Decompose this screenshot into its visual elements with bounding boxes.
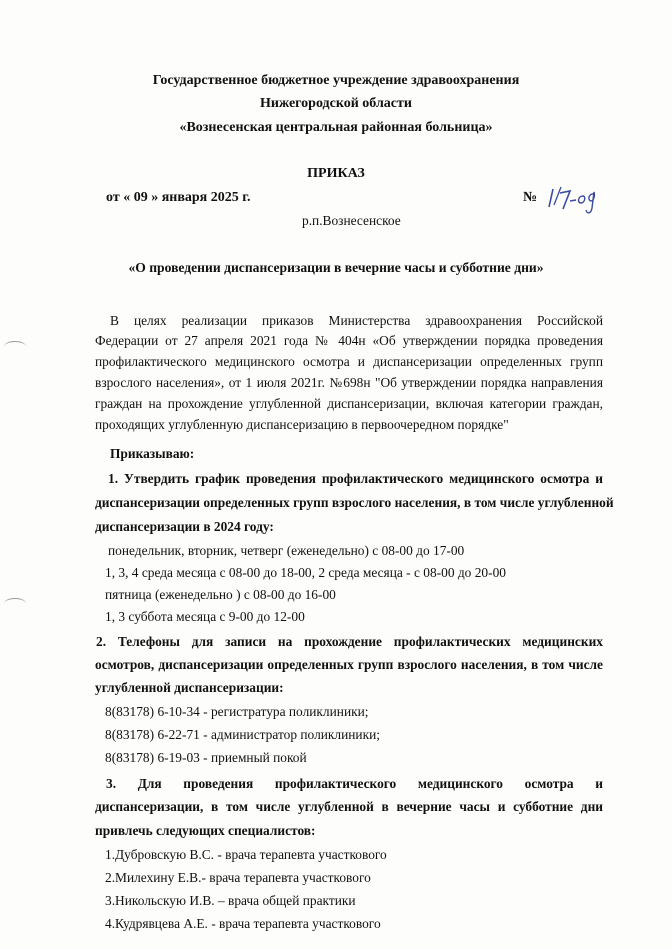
schedule-line: 1, 3 суббота месяца с 9-00 до 12-00 [105,609,305,624]
preamble-line: Федерации от 27 апреля 2021 года № 404н «Об утверждении порядка проведения [95,333,603,348]
item3-line: диспансеризации, в том числе углубленной в вечерние часы и субботние дни [95,799,603,814]
item1-line: диспансеризации определенных групп взрослого населения, в том числе углубленной [95,495,614,510]
handwritten-order-number [543,183,599,217]
order-number-label: № [523,190,538,205]
item2-line: осмотров, диспансеризации определенных групп взрослого населения, в том числе [95,657,603,672]
scan-margin-mark [4,598,26,609]
phone-line: 8(83178) 6-19-03 - приемный покой [105,750,307,765]
order-subject: «О проведении диспансеризации в вечерние часы и субботние дни» [128,260,544,275]
preamble-line: граждан на прохождение углубленной диспансеризации, включая категории граждан, [95,396,603,411]
scan-margin-mark [4,341,26,352]
order-word: Приказываю: [110,446,195,461]
item2-line: 2. Телефоны для записи на прохождение профилактических медицинских [96,634,603,649]
order-title: ПРИКАЗ [307,166,365,181]
preamble-line: проходящих углубленную диспансеризацию в первоочередном порядке" [95,417,509,432]
org-header-line-1: Государственное бюджетное учреждение здравоохранения [152,73,520,88]
specialist-line: 3.Никольскую И.В. – врача общей практики [105,893,356,908]
item3-line: 3. Для проведения профилактического медицинского осмотра и [106,776,603,791]
preamble-line: взрослого населения», от 1 июля 2021г. №698н "Об утверждении порядка направления [95,375,603,390]
specialist-line: 4.Кудрявцева А.Е. - врача терапевта участкового [105,916,381,931]
item1-line: диспансеризации в 2024 году: [95,519,274,534]
schedule-line: пятница (еженедельно ) с 08-00 до 16-00 [105,587,336,602]
specialist-line: 2.Милехину Е.В.- врача терапевта участкового [105,870,371,885]
org-header-line-3: «Вознесенская центральная районная больница» [179,120,493,135]
item2-line: углубленной диспансеризации: [95,680,284,695]
preamble-line: В целях реализации приказов Министерства здравоохранения Российской [110,313,603,328]
phone-line: 8(83178) 6-10-34 - регистратура поликлиники; [105,704,369,719]
order-place: р.п.Вознесенское [302,213,401,228]
phone-line: 8(83178) 6-22-71 - администратор поликлиники; [105,727,380,742]
schedule-line: понедельник, вторник, четверг (еженедельно) с 08-00 до 17-00 [108,543,465,558]
order-date: от « 09 » января 2025 г. [106,190,251,205]
preamble-line: профилактического медицинского осмотра и диспансеризации определенных групп [95,354,603,369]
specialist-line: 1.Дубровскую В.С. - врача терапевта участкового [105,847,387,862]
org-header-line-2: Нижегородской области [260,96,412,111]
item3-line: привлечь следующих специалистов: [95,823,316,838]
schedule-line: 1, 3, 4 среда месяца с 08-00 до 18-00, 2 среда месяца - с 08-00 до 20-00 [105,565,506,580]
item1-line: 1. Утвердить график проведения профилактического медицинского осмотра и [108,471,603,486]
